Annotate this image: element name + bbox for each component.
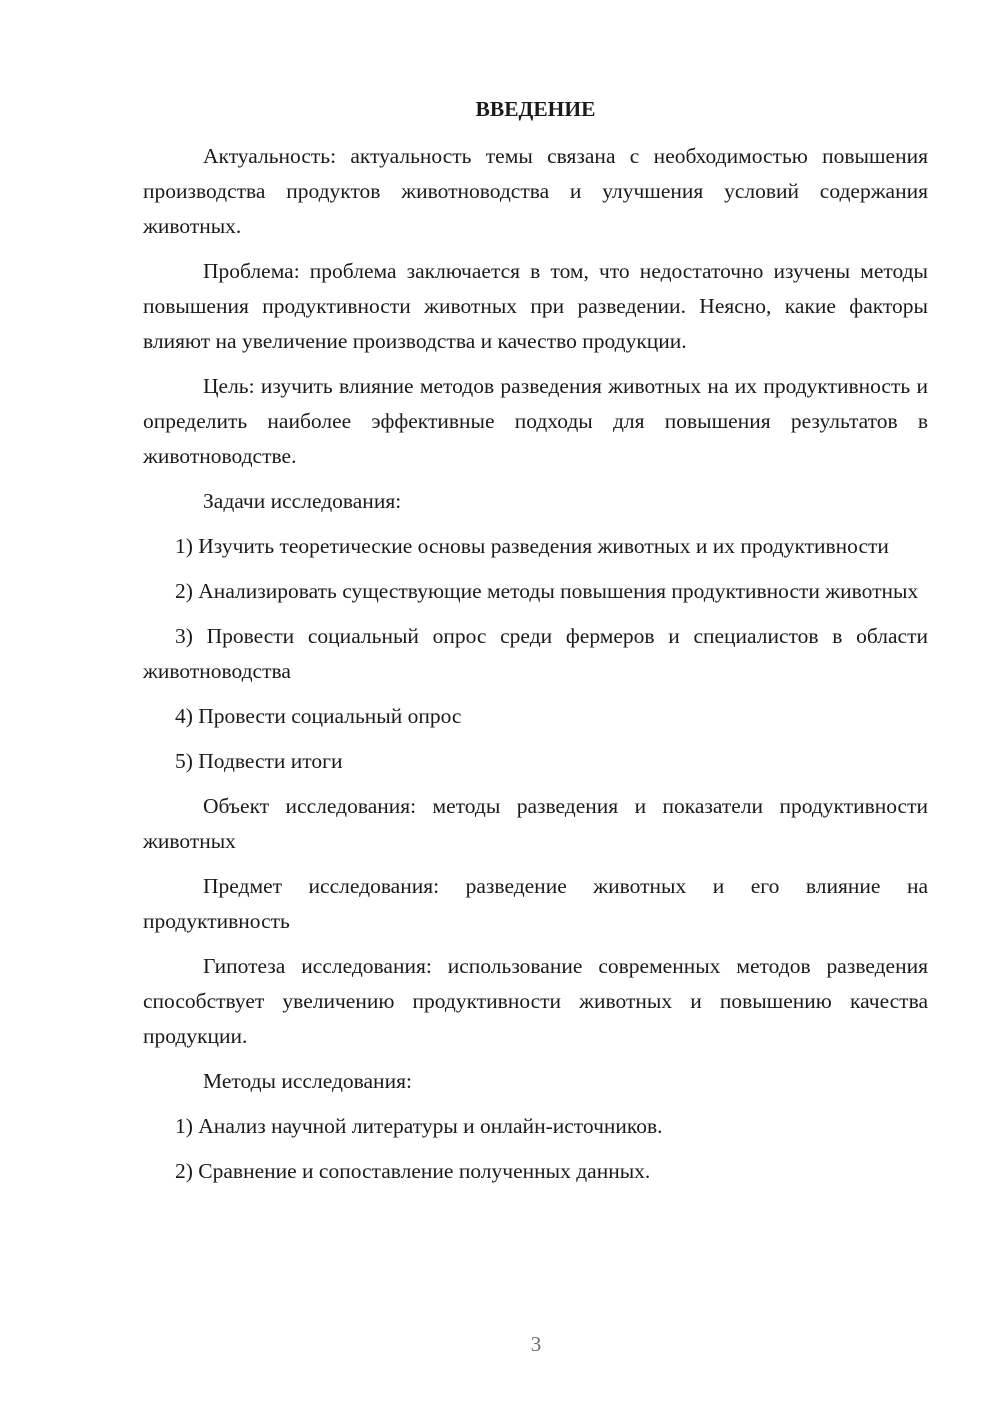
methods-heading: Методы исследования:: [203, 1069, 412, 1093]
hypothesis-paragraph: Гипотеза исследования: использование современных методов разведения способствует увеличению продуктивности животных и повышению качества продукции.: [143, 954, 928, 1048]
task-item-4: 4) Провести социальный опрос: [175, 704, 462, 728]
problem-paragraph: Проблема: проблема заключается в том, что недостаточно изучены методы повышения продуктивности животных при разведении. Неясно, какие факторы влияют на увеличение производства и качество продукции.: [143, 259, 928, 353]
subject-paragraph: Предмет исследования: разведение животных и его влияние на продуктивность: [143, 874, 928, 933]
task-item-2: 2) Анализировать существующие методы повышения продуктивности животных: [175, 579, 919, 603]
goal-paragraph: Цель: изучить влияние методов разведения животных на их продуктивность и определить наиболее эффективные подходы для повышения результатов в животноводстве.: [143, 374, 928, 468]
document-page: [143, 92, 928, 1199]
page-number: 3: [530, 1332, 542, 1356]
method-item-1: 1) Анализ научной литературы и онлайн-источников.: [175, 1114, 663, 1138]
task-item-5: 5) Подвести итоги: [175, 749, 343, 773]
task-item-1: 1) Изучить теоретические основы разведения животных и их продуктивности: [175, 534, 889, 558]
relevance-paragraph: Актуальность: актуальность темы связана с необходимостью повышения производства продуктов животноводства и улучшения условий содержания животных.: [143, 144, 928, 238]
object-paragraph: Объект исследования: методы разведения и показатели продуктивности животных: [143, 794, 928, 853]
method-item-2: 2) Сравнение и сопоставление полученных данных.: [175, 1159, 651, 1183]
page-title: ВВЕДЕНИЕ: [475, 97, 596, 121]
tasks-heading: Задачи исследования:: [203, 489, 402, 513]
task-item-3: 3) Провести социальный опрос среди фермеров и специалистов в области животноводства: [143, 624, 928, 683]
